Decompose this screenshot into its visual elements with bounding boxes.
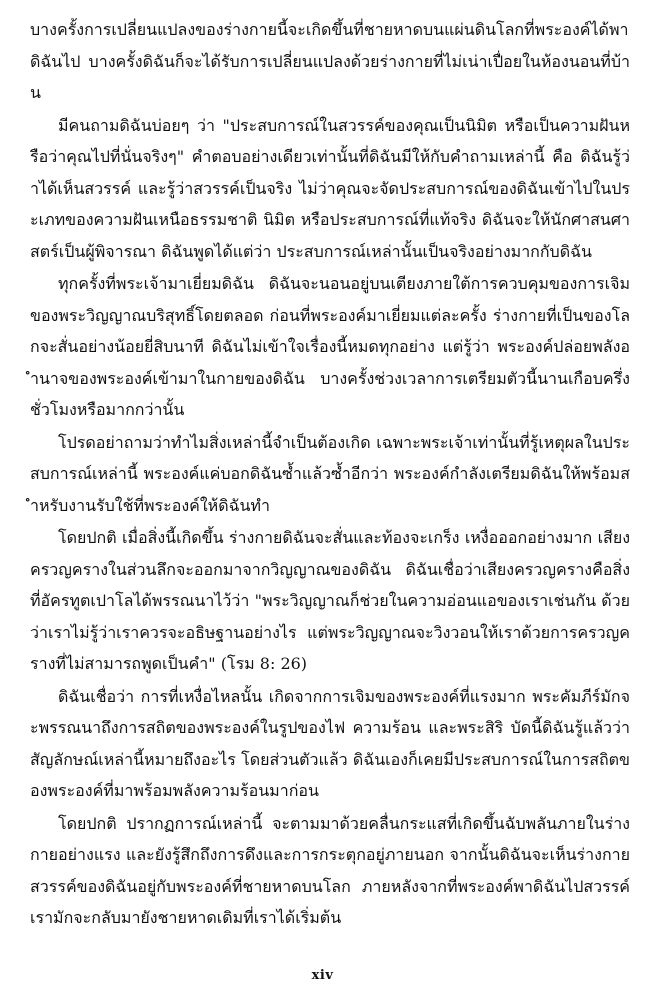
paragraph-2: มีคนถามดิฉันบ่อยๆ ว่า "ประสบการณ์ในสวรรค์ของคุณเป็นนิมิต หรือเป็นความฝันหรือว่าคุณไปที่นั่นจริงๆ" คำตอบอย่างเดียวเท่านั้นที่ดิฉันมีให้กับคำถามเหล่านี้ คือ ดิฉันรู้ว่าได้เห็นสวรรค์ และรู้ว่าสวรรค์เป็นจริง ไม่ว่าคุณจะจัดประสบการณ์ของดิฉันเข้าไปในประเภทของความฝันเหนือธรรมชาติ นิมิต หรือประสบการณ์ที่แท้จริง ดิฉันจะให้นักศาสนศาสตร์เป็นผู้พิจารณา ดิฉันพูดได้แต่ว่า ประสบการณ์เหล่านั้นเป็นจริงอย่างมากกับดิฉัน	[30, 115, 630, 261]
paragraph-3: ทุกครั้งที่พระเจ้ามาเยี่ยมดิฉัน ดิฉันจะนอนอยู่บนเตียงภายใต้การควบคุมของการเจิมของพระวิญญาณบริสุทธิ์โดยตลอด ก่อนที่พระองค์มาเยี่ยมแต่ละครั้ง ร่างกายที่เป็นของโลกจะสั่นอย่างน้อยยี่สิบนาที ดิฉันไม่เข้าใจเรื่องนี้หมดทุกอย่าง แต่รู้ว่า พระองค์ปล่อยพลังอำนาจของพระองค์เข้ามาในกายของดิฉัน บางครั้งช่วงเวลาการเตรียมตัวนี้นานเกือบครึ่งชั่วโมงหรือมากกว่านั้น	[30, 274, 630, 419]
paragraph-5: โดยปกติ เมื่อสิ่งนี้เกิดขึ้น ร่างกายดิฉันจะสั่นและท้องจะเกร็ง เหงื่อออกอย่างมาก เสียงครวญครางในส่วนลึกจะออกมาจากวิญญาณของดิฉัน ดิฉันเชื่อว่าเสียงครวญครางคือสิ่งที่อัครทูตเปาโลได้พรรณนาไว้ว่า "พระวิญญาณก็ช่วยในความอ่อนแอของเราเช่นกัน ด้วยว่าเราไม่รู้ว่าเราควรจะอธิษฐานอย่างไร แต่พระวิญญาณจะวิงวอนให้เราด้วยการครวญครางที่ไม่สามารถพูดเป็นคำ" (โรม 8: 26)	[30, 528, 630, 673]
paragraph-4: โปรดอย่าถามว่าทำไมสิ่งเหล่านี้จำเป็นต้องเกิด เฉพาะพระเจ้าเท่านั้นที่รู้เหตุผลในประสบการณ์เหล่านี้ พระองค์แค่บอกดิฉันซ้ำแล้วซ้ำอีกว่า พระองค์กำลังเตรียมดิฉันให้พร้อมสำหรับงานรับใช้ที่พระองค์ให้ดิฉันทำ	[30, 432, 630, 515]
paragraph-6: ดิฉันเชื่อว่า การที่เหงื่อไหลนั้น เกิดจากการเจิมของพระองค์ที่แรงมาก พระคัมภีร์มักจะพรรณนาถึงการสถิตของพระองค์ในรูปของไฟ ความร้อน และพระสิริ บัดนี้ดิฉันรู้แล้วว่าสัญลักษณ์เหล่านี้หมายถึงอะไร โดยส่วนตัวแล้ว ดิฉันเองก็เคยมีประสบการณ์ในการสถิตของพระองค์ที่มาพร้อมพลังความร้อนมาก่อน	[30, 686, 630, 800]
page-number: xiv	[311, 968, 334, 983]
document-body	[30, 14, 630, 935]
paragraph-7: โดยปกติ ปรากฏการณ์เหล่านี้ จะตามมาด้วยคลื่นกระแสที่เกิดขึ้นฉับพลันภายในร่างกายอย่างแรง และยังรู้สึกถึงการดึงและการกระตุกอยู่ภายนอก จากนั้นดิฉันจะเห็นร่างกายสวรรค์ของดิฉันอยู่กับพระองค์ที่ชายหาดบนโลก ภายหลังจากที่พระองค์พาดิฉันไปสวรรค์ เรามักจะกลับมายังชายหาดเดิมที่เราได้เริ่มต้น	[30, 813, 630, 927]
paragraph-1: บางครั้งการเปลี่ยนแปลงของร่างกายนี้จะเกิดขึ้นที่ชายหาดบนแผ่นดินโลกที่พระองค์ได้พาดิฉันไป บางครั้งดิฉันก็จะได้รับการเปลี่ยนแปลงด้วยร่างกายที่ไม่เน่าเปื่อยในห้องนอนที่บ้าน	[30, 20, 630, 102]
